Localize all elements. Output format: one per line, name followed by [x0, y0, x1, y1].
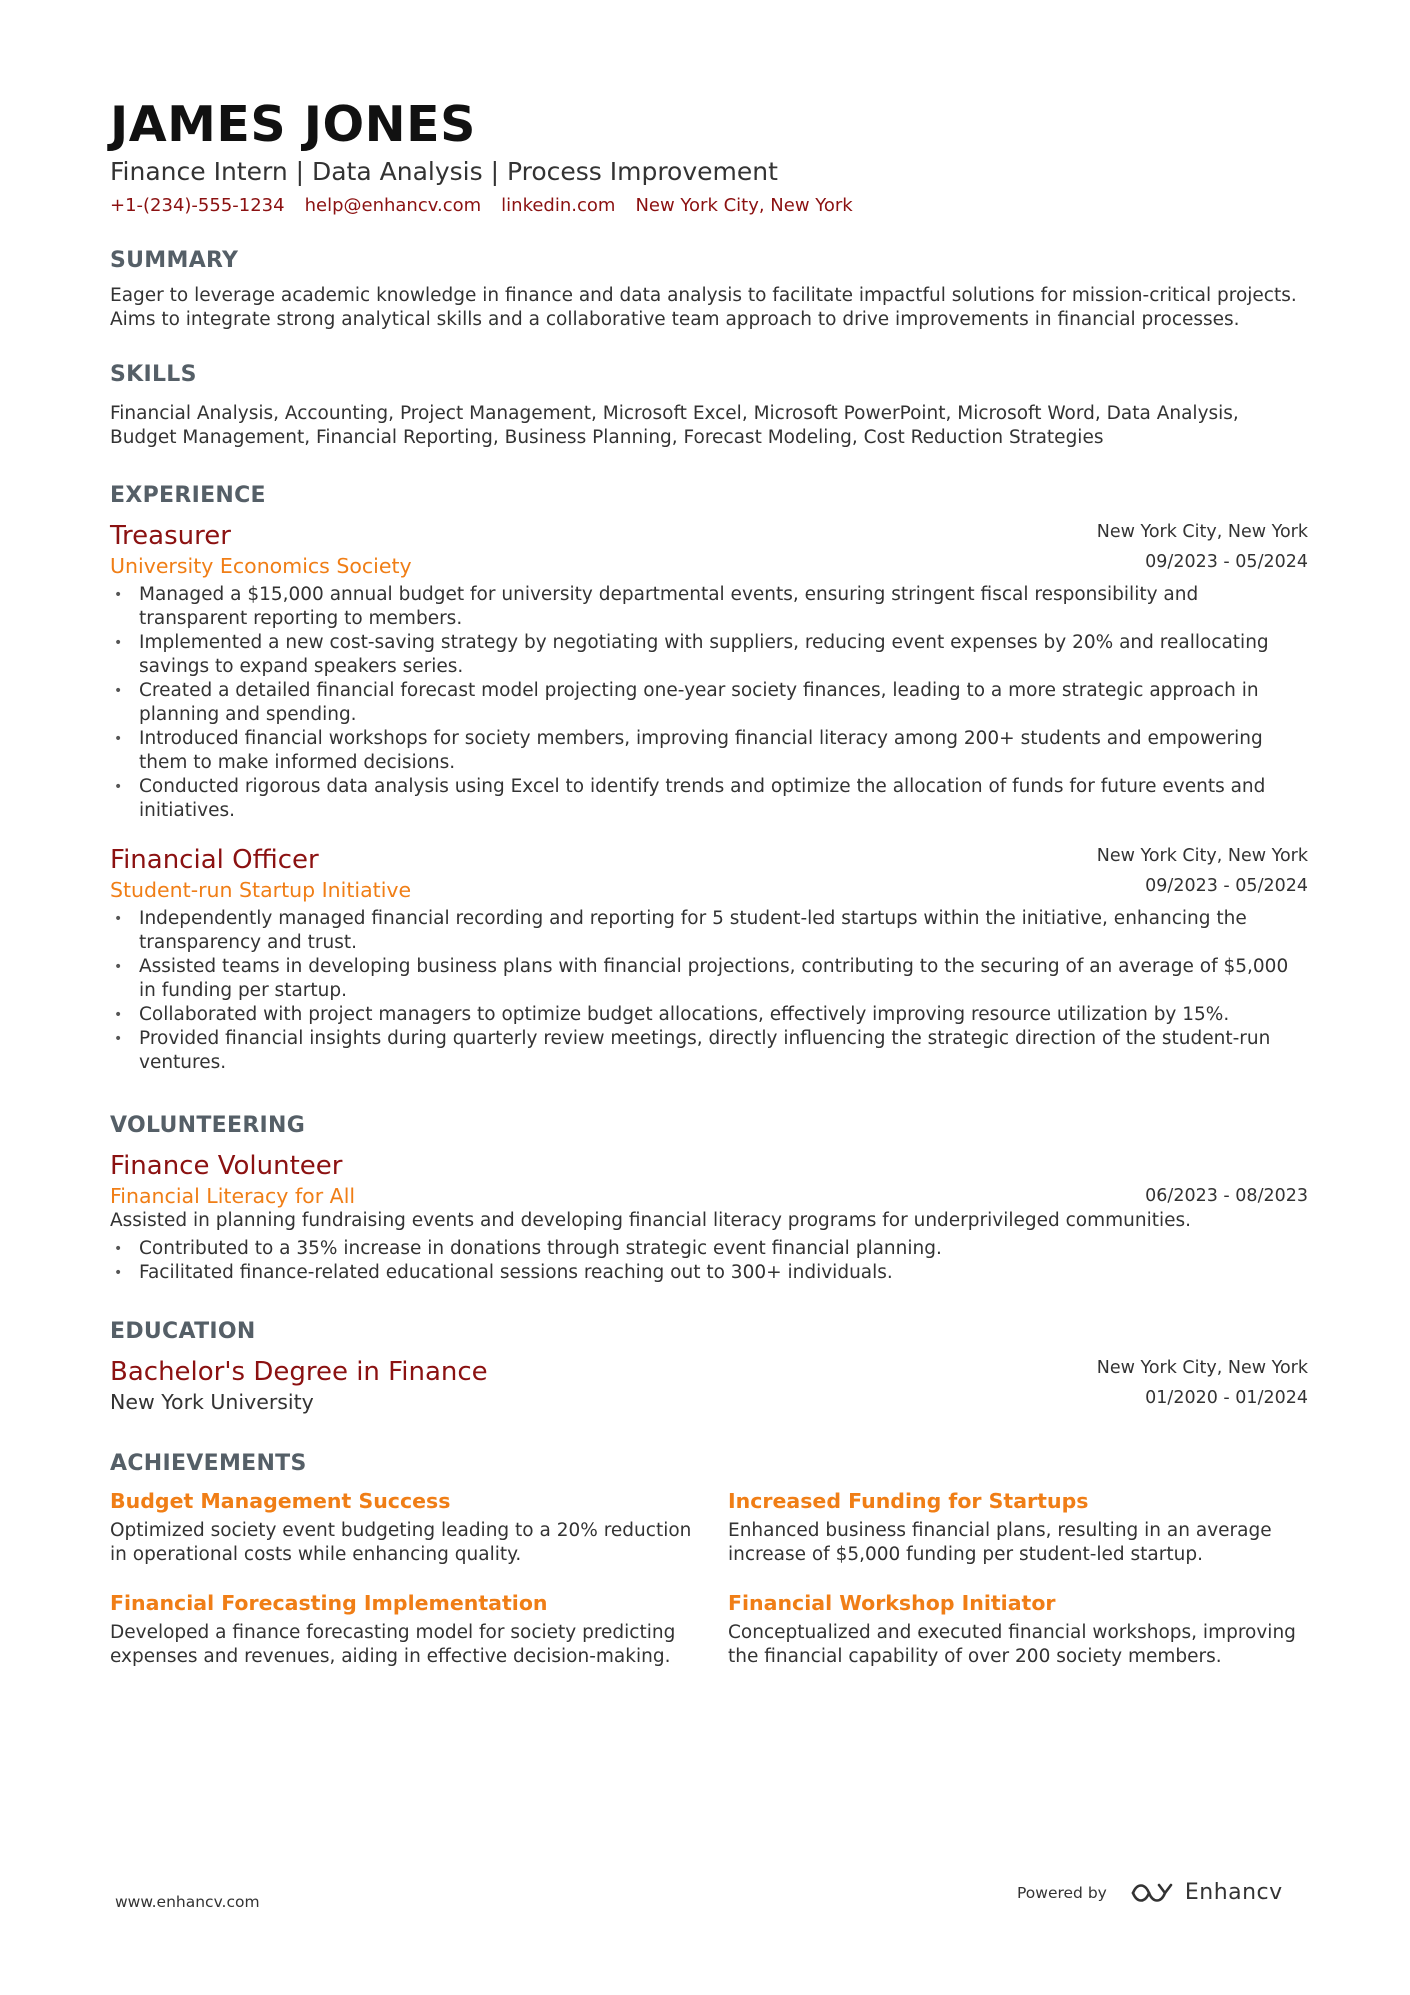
section-title-skills: SKILLS: [110, 362, 197, 387]
achievement-title: Budget Management Success: [110, 1489, 451, 1513]
entry-meta: [1097, 841, 1308, 901]
bullet-item: • Implemented a new cost-saving strategy by negotiating with suppliers, reducing event expenses by 20% and reallocating savings to expand speakers series.: [110, 631, 1308, 679]
skills-text: Financial Analysis, Accounting, Project Management, Microsoft Excel, Microsoft PowerPoint, Microsoft Word, Data Analysis, Budget Management, Financial Reporting, Business Planning, Forecast Modeling, Cost Reduction Strategies: [110, 403, 1239, 448]
bullet-item: • Created a detailed financial forecast model projecting one-year society finances, leading to a more strategic approach in planning and spending.: [110, 679, 1308, 727]
entry-dates: 09/2023 - 05/2024: [1145, 552, 1308, 572]
achievement-item: [110, 1487, 710, 1567]
entry-description: Assisted in planning fundraising events and developing financial literacy programs for underprivileged communities.: [110, 1210, 1192, 1231]
section-title-education: EDUCATION: [110, 1319, 256, 1344]
achievement-item: [728, 1589, 1308, 1669]
candidate-name: JAMES JONES: [110, 96, 476, 153]
volunteering-entry: [110, 1149, 1308, 1285]
entry-org: University Economics Society: [110, 554, 412, 578]
brand-name: Enhancv: [1184, 1880, 1283, 1905]
experience-entry: [110, 519, 1308, 823]
candidate-headline: Finance Intern | Data Analysis | Process Improvement: [110, 157, 778, 186]
achievement-desc: Optimized society event budgeting leading to a 20% reduction in operational costs while enhancing quality.: [110, 1520, 692, 1565]
section-title-summary: SUMMARY: [110, 248, 239, 273]
bullet-item: • Assisted teams in developing business plans with financial projections, contributing to the securing of an average of $5,000 in funding per startup.: [110, 955, 1308, 1003]
powered-by-label: Powered by: [1017, 1883, 1107, 1902]
footer-branding: [1017, 1880, 1283, 1905]
entry-bullets: [110, 1237, 1308, 1285]
entry-role: Financial Officer: [110, 845, 319, 875]
section-title-volunteering: VOLUNTEERING: [110, 1113, 306, 1138]
resume-page: [110, 95, 1308, 1669]
education-section: [110, 1317, 1308, 1415]
brand-logo[interactable]: [1129, 1880, 1283, 1905]
experience-entry: [110, 843, 1308, 1075]
education-school: New York University: [110, 1390, 314, 1414]
bullet-item: • Conducted rigorous data analysis using Excel to identify trends and optimize the allocation of funds for future events and initiatives.: [110, 775, 1308, 823]
experience-section: [110, 481, 1308, 1075]
entry-dates: 06/2023 - 08/2023: [1145, 1186, 1308, 1206]
summary-section: [110, 246, 1308, 332]
achievement-item: [728, 1487, 1308, 1567]
education-degree: Bachelor's Degree in Finance: [110, 1357, 488, 1387]
achievement-item: [110, 1589, 710, 1669]
bullet-item: • Collaborated with project managers to optimize budget allocations, effectively improving resource utilization by 15%.: [110, 1003, 1308, 1027]
achievement-desc: Conceptualized and executed financial workshops, improving the financial capability of over 200 society members.: [728, 1622, 1296, 1667]
footer-website[interactable]: www.enhancv.com: [115, 1893, 260, 1911]
bullet-item: • Provided financial insights during quarterly review meetings, directly influencing the strategic direction of the student-run ventures.: [110, 1027, 1308, 1075]
bullet-item: • Facilitated finance-related educational sessions reaching out to 300+ individuals.: [110, 1261, 1308, 1285]
entry-org: Student-run Startup Initiative: [110, 878, 412, 902]
linkedin-link[interactable]: linkedin.com: [501, 195, 616, 216]
achievement-title: Financial Workshop Initiator: [728, 1591, 1056, 1615]
entry-bullets: [110, 583, 1308, 823]
section-title-experience: EXPERIENCE: [110, 483, 266, 508]
achievement-desc: Enhanced business financial plans, resulting in an average increase of $5,000 funding per student-led startup.: [728, 1520, 1272, 1565]
phone: +1-(234)-555-1234: [110, 195, 285, 216]
bullet-item: • Introduced financial workshops for society members, improving financial literacy among 200+ students and empowering them to make informed decisions.: [110, 727, 1308, 775]
entry-meta: [1097, 1353, 1308, 1413]
achievements-section: [110, 1449, 1308, 1669]
entry-bullets: [110, 907, 1308, 1075]
bullet-item: • Independently managed financial recording and reporting for 5 student-led startups within the initiative, enhancing the transparency and trust.: [110, 907, 1308, 955]
entry-location: New York City, New York: [1096, 846, 1308, 866]
entry-location: New York City, New York: [1096, 522, 1308, 542]
volunteering-section: [110, 1111, 1308, 1285]
bullet-item: • Contributed to a 35% increase in donations through strategic event financial planning.: [110, 1237, 1308, 1261]
resume-header: [110, 95, 1308, 220]
education-entry: [110, 1355, 1308, 1415]
contact-info: [110, 192, 1308, 220]
entry-dates: 01/2020 - 01/2024: [1145, 1388, 1308, 1408]
entry-meta: [1097, 517, 1308, 577]
achievement-title: Financial Forecasting Implementation: [110, 1591, 548, 1615]
entry-location: New York City, New York: [1096, 1358, 1308, 1378]
summary-text: Eager to leverage academic knowledge in finance and data analysis to facilitate impactful solutions for mission-critical projects. Aims to integrate strong analytical skills and a collaborative team approach to drive improvements in financial processes.: [110, 285, 1297, 330]
location: New York City, New York: [635, 195, 853, 216]
achievements-grid: [110, 1487, 1308, 1669]
entry-dates: 09/2023 - 05/2024: [1145, 876, 1308, 896]
entry-meta: [1145, 1181, 1308, 1211]
section-title-achievements: ACHIEVEMENTS: [110, 1451, 307, 1476]
email-link[interactable]: help@enhancv.com: [304, 195, 482, 216]
entry-org: Financial Literacy for All: [110, 1184, 356, 1208]
achievement-desc: Developed a finance forecasting model for society predicting expenses and revenues, aiding in effective decision-making.: [110, 1622, 676, 1667]
achievement-title: Increased Funding for Startups: [728, 1489, 1089, 1513]
enhancv-logo-icon: [1129, 1881, 1175, 1905]
skills-section: [110, 360, 1308, 450]
entry-role: Treasurer: [110, 521, 231, 551]
entry-role: Finance Volunteer: [110, 1151, 343, 1181]
bullet-item: • Managed a $15,000 annual budget for university departmental events, ensuring stringent fiscal responsibility and transparent reporting to members.: [110, 583, 1308, 631]
